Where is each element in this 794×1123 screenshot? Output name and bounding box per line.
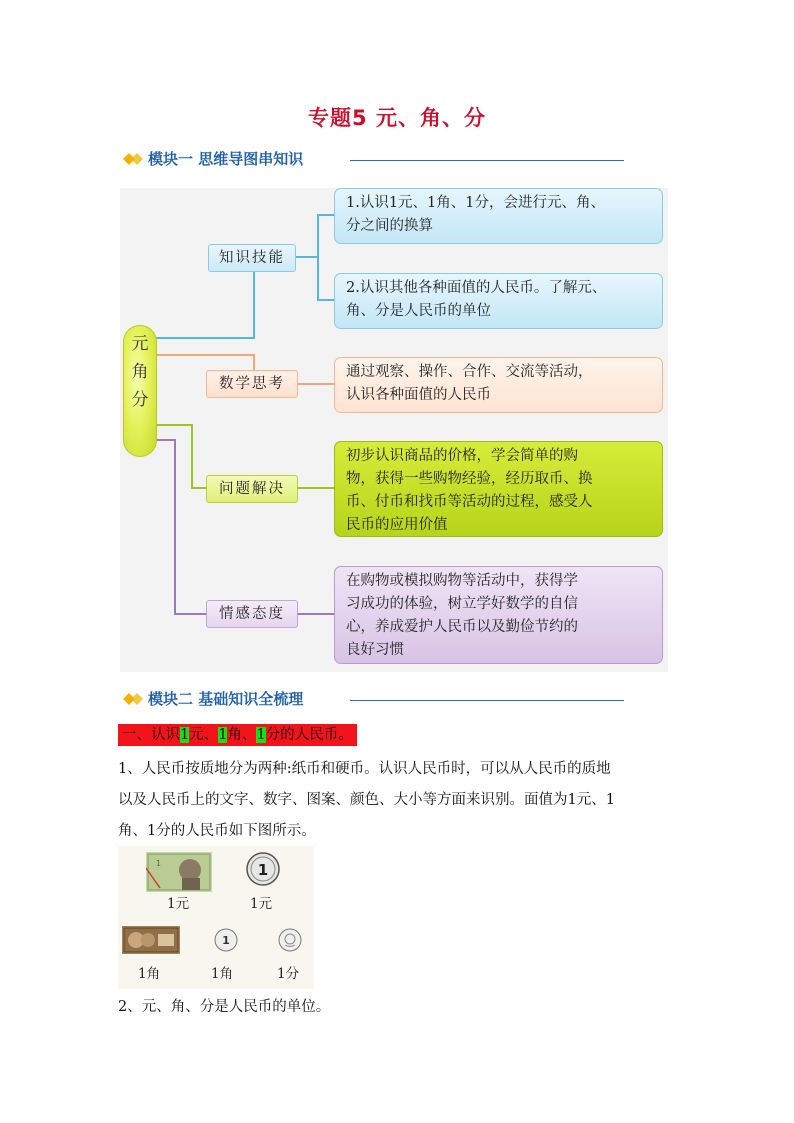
mindmap-root: [123, 325, 157, 457]
paragraph-2: 2、元、角、分是人民币的单位。: [118, 999, 331, 1015]
label-one-jiao-note: 1角: [138, 966, 161, 982]
paragraph-1-line-1: 1、人民币按质地分为两种:纸币和硬币。认识人民币时，可以从人民币的质地: [118, 761, 611, 777]
math-thinking-box: [334, 357, 663, 413]
emotion-line-3: 心，养成爱护人民币以及勤俭节约的: [346, 619, 578, 635]
root-char-2: 角: [131, 362, 149, 382]
problem-line-2: 物，获得一些购物经验，经历取币、换: [346, 471, 593, 487]
svg-text:1: 1: [156, 859, 162, 868]
module-2-label: 模块二 基础知识全梳理: [148, 690, 304, 708]
knowledge-2-line-2: 角、分是人民币的单位: [346, 303, 491, 319]
problem-line-1: 初步认识商品的价格，学会简单的购: [346, 448, 578, 464]
money-figure: [118, 846, 314, 989]
emotion-line-2: 习成功的体验，树立学好数学的自信: [346, 596, 578, 612]
category-problem-solving: 问题解决: [206, 475, 298, 503]
knowledge-1-line-1: 1.认识1元、1角、1分，会进行元、角、: [346, 195, 606, 211]
knowledge-box-2: [334, 273, 663, 329]
math-line-1: 通过观察、操作、合作、交流等活动，: [346, 364, 593, 380]
diamond-icon: [122, 691, 144, 707]
label-one-yuan-note: 1元: [167, 896, 190, 912]
svg-text:1: 1: [257, 861, 269, 879]
emotion-attitude-box: [334, 566, 663, 664]
knowledge-1-line-2: 分之间的换算: [346, 218, 433, 234]
problem-solving-box: [334, 441, 663, 537]
svg-text:1: 1: [222, 934, 230, 947]
one-jiao-banknote-icon: [122, 926, 180, 954]
root-char-1: 元: [131, 334, 149, 354]
heading-part: 角、: [227, 727, 257, 743]
problem-line-3: 币、付币和找币等活动的过程，感受人: [346, 494, 593, 510]
problem-line-4: 民币的应用价值: [346, 517, 448, 533]
paragraph-1-line-3: 角、1分的人民币如下图所示。: [118, 823, 316, 839]
one-fen-coin-icon: [278, 928, 302, 952]
category-emotion-attitude: 情感态度: [206, 600, 298, 628]
paragraph-1: [118, 754, 678, 847]
emotion-line-4: 良好习惯: [346, 642, 404, 658]
module-header-2: [122, 688, 624, 712]
heading-part: 元、: [189, 727, 219, 743]
heading-number: 1: [256, 727, 266, 743]
label-one-jiao-coin: 1角: [211, 966, 234, 982]
heading-part: 分的人民币。: [265, 727, 353, 743]
one-jiao-coin-icon: [214, 928, 238, 952]
category-math-thinking: 数学思考: [206, 370, 298, 398]
section-heading: [118, 724, 357, 746]
paragraph-1-line-2: 以及人民币上的文字、数字、图案、颜色、大小等方面来识别。面值为1元、1: [118, 792, 615, 808]
math-line-2: 认识各种面值的人民币: [346, 387, 491, 403]
knowledge-2-line-1: 2.认识其他各种面值的人民币。了解元、: [346, 280, 607, 296]
module-1-label: 模块一 思维导图串知识: [148, 150, 304, 168]
heading-number: 1: [180, 727, 190, 743]
one-yuan-coin-icon: [246, 852, 280, 886]
knowledge-box-1: [334, 188, 663, 244]
label-one-fen-coin: 1分: [277, 966, 300, 982]
page-title: 专题5 元、角、分: [308, 106, 486, 130]
heading-part: 一、认识: [122, 727, 180, 743]
category-knowledge-skills: 知识技能: [208, 244, 296, 272]
one-yuan-banknote-icon: [146, 852, 212, 892]
emotion-line-1: 在购物或模拟购物等活动中，获得学: [346, 573, 578, 589]
heading-number: 1: [218, 727, 228, 743]
label-one-yuan-coin: 1元: [250, 896, 273, 912]
root-char-3: 分: [131, 390, 149, 410]
module-2-rule: [350, 700, 624, 701]
